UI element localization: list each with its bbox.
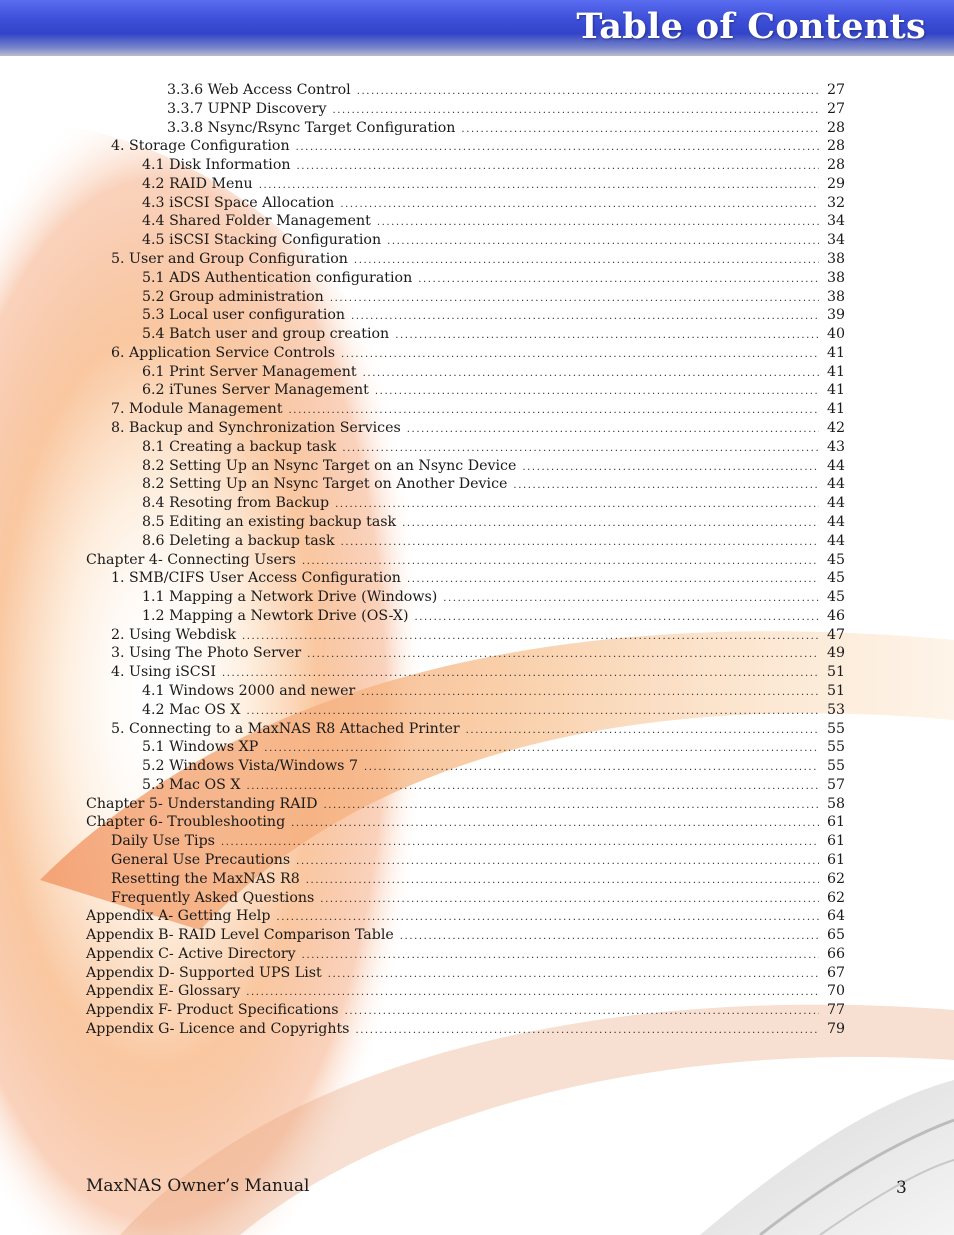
toc-dot-leader bbox=[400, 928, 819, 946]
toc-entry-title: Chapter 5- Understanding RAID bbox=[86, 796, 318, 812]
toc-entry[interactable] bbox=[142, 325, 845, 343]
toc-entry-title: 1.2 Mapping a Newtork Drive (OS-X) bbox=[142, 608, 409, 624]
toc-entry-title: 6. Application Service Controls bbox=[111, 345, 336, 361]
toc-entry-page: 65 bbox=[826, 927, 845, 943]
toc-dot-leader bbox=[221, 834, 819, 852]
toc-entry-page: 40 bbox=[826, 326, 845, 342]
toc-entry-title: Appendix D- Supported UPS List bbox=[86, 965, 322, 981]
toc-entry[interactable] bbox=[86, 1001, 845, 1019]
toc-entry-page: 38 bbox=[826, 251, 845, 267]
toc-entry[interactable] bbox=[111, 832, 845, 850]
toc-dot-leader bbox=[276, 909, 819, 927]
toc-entry[interactable] bbox=[142, 194, 845, 212]
toc-entry-page: 55 bbox=[826, 721, 845, 737]
toc-entry[interactable] bbox=[111, 644, 845, 662]
toc-entry-page: 46 bbox=[826, 608, 845, 624]
toc-entry-page: 61 bbox=[826, 852, 845, 868]
toc-entry[interactable] bbox=[142, 532, 845, 550]
toc-entry[interactable] bbox=[142, 757, 845, 775]
toc-dot-leader bbox=[418, 271, 819, 289]
toc-dot-leader bbox=[341, 346, 819, 364]
toc-entry-title: 8.2 Setting Up an Nsync Target on an Nsync Device bbox=[142, 458, 517, 474]
toc-entry-title: 3.3.7 UPNP Discovery bbox=[167, 101, 327, 117]
toc-entry-title: 5. Connecting to a MaxNAS R8 Attached Printer bbox=[111, 721, 460, 737]
toc-entry-page: 44 bbox=[826, 476, 845, 492]
toc-entry[interactable] bbox=[142, 363, 845, 381]
toc-entry-title: 5.3 Local user configuration bbox=[142, 307, 346, 323]
toc-entry-page: 32 bbox=[826, 195, 845, 211]
toc-dot-leader bbox=[332, 102, 819, 120]
toc-dot-leader bbox=[289, 402, 819, 420]
toc-entry-title: 5. User and Group Configuration bbox=[111, 251, 348, 267]
toc-entry-title: Appendix F- Product Specifications bbox=[86, 1002, 339, 1018]
toc-entry-page: 47 bbox=[826, 627, 845, 643]
toc-entry-title: Appendix C- Active Directory bbox=[86, 946, 296, 962]
toc-entry[interactable] bbox=[111, 870, 845, 888]
toc-entry-page: 55 bbox=[826, 758, 845, 774]
toc-entry-page: 62 bbox=[826, 890, 845, 906]
toc-entry[interactable] bbox=[142, 306, 845, 324]
toc-dot-leader bbox=[395, 327, 819, 345]
toc-entry[interactable] bbox=[142, 269, 845, 287]
toc-entry-title: 4.5 iSCSI Stacking Configuration bbox=[142, 232, 382, 248]
toc-dot-leader bbox=[335, 496, 819, 514]
toc-entry[interactable] bbox=[142, 231, 845, 249]
footer-manual-title: MaxNAS Owner’s Manual bbox=[86, 1176, 310, 1196]
toc-entry-page: 43 bbox=[826, 439, 845, 455]
toc-entry[interactable] bbox=[142, 438, 845, 456]
toc-entry-page: 44 bbox=[826, 514, 845, 530]
toc-entry-title: General Use Precautions bbox=[111, 852, 291, 868]
toc-entry[interactable] bbox=[142, 475, 845, 493]
toc-dot-leader bbox=[246, 984, 819, 1002]
toc-entry[interactable] bbox=[142, 175, 845, 193]
toc-entry-page: 45 bbox=[826, 552, 845, 568]
toc-entry[interactable] bbox=[142, 682, 845, 700]
toc-entry-page: 45 bbox=[826, 589, 845, 605]
toc-entry-title: 4.1 Disk Information bbox=[142, 157, 291, 173]
toc-entry-title: Daily Use Tips bbox=[111, 833, 215, 849]
toc-dot-leader bbox=[222, 665, 819, 683]
toc-entry-title: 4.4 Shared Folder Management bbox=[142, 213, 371, 229]
toc-entry-title: 4.2 Mac OS X bbox=[142, 702, 241, 718]
toc-entry-page: 29 bbox=[826, 176, 845, 192]
toc-entry-page: 27 bbox=[826, 101, 845, 117]
toc-entry-title: 5.2 Windows Vista/Windows 7 bbox=[142, 758, 358, 774]
toc-dot-leader bbox=[291, 815, 819, 833]
toc-entry[interactable] bbox=[142, 156, 845, 174]
toc-entry[interactable] bbox=[86, 964, 845, 982]
toc-entry-page: 28 bbox=[826, 120, 845, 136]
toc-entry[interactable] bbox=[111, 419, 845, 437]
toc-entry-title: 5.1 Windows XP bbox=[142, 739, 259, 755]
toc-entry-title: Chapter 4- Connecting Users bbox=[86, 552, 296, 568]
toc-entry-title: 5.2 Group administration bbox=[142, 289, 324, 305]
toc-dot-leader bbox=[296, 139, 819, 157]
toc-dot-leader bbox=[361, 684, 819, 702]
toc-entry-title: 4.3 iSCSI Space Allocation bbox=[142, 195, 335, 211]
toc-entry[interactable] bbox=[111, 400, 845, 418]
toc-entry[interactable] bbox=[142, 381, 845, 399]
toc-dot-leader bbox=[407, 571, 819, 589]
toc-entry-page: 79 bbox=[826, 1021, 845, 1037]
toc-entry[interactable] bbox=[142, 738, 845, 756]
toc-entry-title: 8. Backup and Synchronization Services bbox=[111, 420, 401, 436]
toc-entry-page: 51 bbox=[826, 664, 845, 680]
toc-dot-leader bbox=[342, 440, 819, 458]
toc-dot-leader bbox=[443, 590, 819, 608]
toc-entry-page: 61 bbox=[826, 814, 845, 830]
toc-dot-leader bbox=[513, 477, 819, 495]
toc-dot-leader bbox=[345, 1003, 819, 1021]
toc-entry-page: 70 bbox=[826, 983, 845, 999]
toc-dot-leader bbox=[264, 740, 819, 758]
toc-entry[interactable] bbox=[86, 945, 845, 963]
toc-entry-title: 8.2 Setting Up an Nsync Target on Another Device bbox=[142, 476, 508, 492]
toc-entry-title: Appendix B- RAID Level Comparison Table bbox=[86, 927, 394, 943]
toc-entry-page: 53 bbox=[826, 702, 845, 718]
toc-entry[interactable] bbox=[111, 569, 845, 587]
toc-entry-title: 3.3.8 Nsync/Rsync Target Configuration bbox=[167, 120, 456, 136]
footer-page-number: 3 bbox=[896, 1178, 907, 1198]
toc-entry[interactable] bbox=[142, 494, 845, 512]
toc-entry[interactable] bbox=[86, 907, 845, 925]
toc-entry[interactable] bbox=[86, 795, 845, 813]
toc-entry[interactable] bbox=[142, 701, 845, 719]
toc-entry-page: 58 bbox=[826, 796, 845, 812]
toc-entry[interactable] bbox=[111, 626, 845, 644]
toc-entry[interactable] bbox=[86, 982, 845, 1000]
toc-entry[interactable] bbox=[111, 851, 845, 869]
toc-entry[interactable] bbox=[142, 212, 845, 230]
toc-entry-page: 44 bbox=[826, 533, 845, 549]
toc-dot-leader bbox=[341, 534, 819, 552]
toc-entry-page: 38 bbox=[826, 270, 845, 286]
toc-entry-title: 5.1 ADS Authentication configuration bbox=[142, 270, 413, 286]
toc-dot-leader bbox=[351, 308, 819, 326]
toc-entry-page: 57 bbox=[826, 777, 845, 793]
toc-dot-leader bbox=[246, 703, 819, 721]
toc-entry-page: 62 bbox=[826, 871, 845, 887]
toc-dot-leader bbox=[307, 646, 819, 664]
toc-entry-page: 77 bbox=[826, 1002, 845, 1018]
toc-dot-leader bbox=[407, 421, 819, 439]
toc-entry[interactable] bbox=[167, 100, 845, 118]
page-title: Table of Contents bbox=[576, 6, 926, 47]
toc-entry[interactable] bbox=[142, 513, 845, 531]
toc-entry-title: 4. Storage Configuration bbox=[111, 138, 290, 154]
toc-dot-leader bbox=[259, 177, 819, 195]
toc-entry[interactable] bbox=[142, 776, 845, 794]
toc-entry-title: Appendix E- Glossary bbox=[86, 983, 241, 999]
toc-entry-title: Frequently Asked Questions bbox=[111, 890, 315, 906]
toc-dot-leader bbox=[402, 515, 819, 533]
toc-entry-title: 3. Using The Photo Server bbox=[111, 645, 302, 661]
toc-entry-page: 41 bbox=[826, 345, 845, 361]
toc-entry[interactable] bbox=[167, 81, 845, 99]
toc-entry-page: 44 bbox=[826, 495, 845, 511]
toc-entry[interactable] bbox=[111, 250, 845, 268]
toc-entry-title: 8.4 Resoting from Backup bbox=[142, 495, 330, 511]
toc-entry-page: 28 bbox=[826, 138, 845, 154]
toc-entry[interactable] bbox=[111, 663, 845, 681]
toc-entry-title: 6.2 iTunes Server Management bbox=[142, 382, 369, 398]
toc-entry-page: 55 bbox=[826, 739, 845, 755]
toc-entry[interactable] bbox=[142, 588, 845, 606]
toc-entry-title: 4.2 RAID Menu bbox=[142, 176, 253, 192]
toc-dot-leader bbox=[355, 1022, 819, 1040]
toc-dot-leader bbox=[364, 759, 819, 777]
toc-entry-title: 5.3 Mac OS X bbox=[142, 777, 241, 793]
toc-entry-title: 5.4 Batch user and group creation bbox=[142, 326, 390, 342]
toc-entry[interactable] bbox=[111, 137, 845, 155]
toc-entry-title: Resetting the MaxNAS R8 bbox=[111, 871, 300, 887]
toc-entry-title: 2. Using Webdisk bbox=[111, 627, 236, 643]
toc-entry-page: 28 bbox=[826, 157, 845, 173]
toc-dot-leader bbox=[415, 609, 820, 627]
toc-dot-leader bbox=[306, 872, 819, 890]
toc-entry-title: Chapter 6- Troubleshooting bbox=[86, 814, 286, 830]
toc-entry-title: 8.6 Deleting a backup task bbox=[142, 533, 335, 549]
toc-entry[interactable] bbox=[111, 344, 845, 362]
toc-entry-page: 41 bbox=[826, 364, 845, 380]
toc-entry-title: 4.1 Windows 2000 and newer bbox=[142, 683, 356, 699]
toc-dot-leader bbox=[387, 233, 819, 251]
toc-entry-title: 7. Module Management bbox=[111, 401, 283, 417]
toc-dot-leader bbox=[354, 252, 819, 270]
toc-dot-leader bbox=[246, 778, 819, 796]
toc-entry[interactable] bbox=[142, 288, 845, 306]
toc-entry-page: 38 bbox=[826, 289, 845, 305]
toc-entry[interactable] bbox=[86, 1020, 845, 1038]
toc-dot-leader bbox=[296, 853, 819, 871]
toc-entry-title: 1. SMB/CIFS User Access Configuration bbox=[111, 570, 401, 586]
toc-entry-title: 8.1 Creating a backup task bbox=[142, 439, 337, 455]
toc-entry[interactable] bbox=[111, 720, 845, 738]
toc-entry[interactable] bbox=[142, 457, 845, 475]
toc-entry-page: 45 bbox=[826, 570, 845, 586]
toc-entry[interactable] bbox=[86, 926, 845, 944]
toc-dot-leader bbox=[377, 214, 819, 232]
toc-entry-title: 6.1 Print Server Management bbox=[142, 364, 357, 380]
toc-entry-title: 3.3.6 Web Access Control bbox=[167, 82, 351, 98]
toc-entry[interactable] bbox=[111, 889, 845, 907]
toc-entry-title: 1.1 Mapping a Network Drive (Windows) bbox=[142, 589, 438, 605]
toc-entry-title: Appendix G- Licence and Copyrights bbox=[86, 1021, 350, 1037]
page-header-banner bbox=[0, 0, 954, 56]
toc-entry-page: 51 bbox=[826, 683, 845, 699]
toc-entry-page: 66 bbox=[826, 946, 845, 962]
toc-entry-page: 27 bbox=[826, 82, 845, 98]
toc-entry-page: 34 bbox=[826, 232, 845, 248]
toc-dot-leader bbox=[297, 158, 819, 176]
toc-dot-leader bbox=[357, 83, 819, 101]
toc-entry-page: 64 bbox=[826, 908, 845, 924]
toc-entry-page: 39 bbox=[826, 307, 845, 323]
toc-entry-page: 44 bbox=[826, 458, 845, 474]
toc-entry-title: 8.5 Editing an existing backup task bbox=[142, 514, 397, 530]
toc-entry[interactable] bbox=[86, 813, 845, 831]
toc-entry[interactable] bbox=[142, 607, 845, 625]
toc-dot-leader bbox=[375, 383, 819, 401]
toc-entry-page: 34 bbox=[826, 213, 845, 229]
toc-entry-page: 41 bbox=[826, 382, 845, 398]
toc-entry-page: 49 bbox=[826, 645, 845, 661]
toc-entry-title: 4. Using iSCSI bbox=[111, 664, 216, 680]
toc-entry[interactable] bbox=[86, 551, 845, 569]
toc-entry-page: 41 bbox=[826, 401, 845, 417]
toc-entry[interactable] bbox=[167, 119, 845, 137]
toc-entry-page: 67 bbox=[826, 965, 845, 981]
toc-dot-leader bbox=[302, 947, 819, 965]
toc-entry-title: Appendix A- Getting Help bbox=[86, 908, 271, 924]
toc-entry-page: 42 bbox=[826, 420, 845, 436]
toc-entry-page: 61 bbox=[826, 833, 845, 849]
